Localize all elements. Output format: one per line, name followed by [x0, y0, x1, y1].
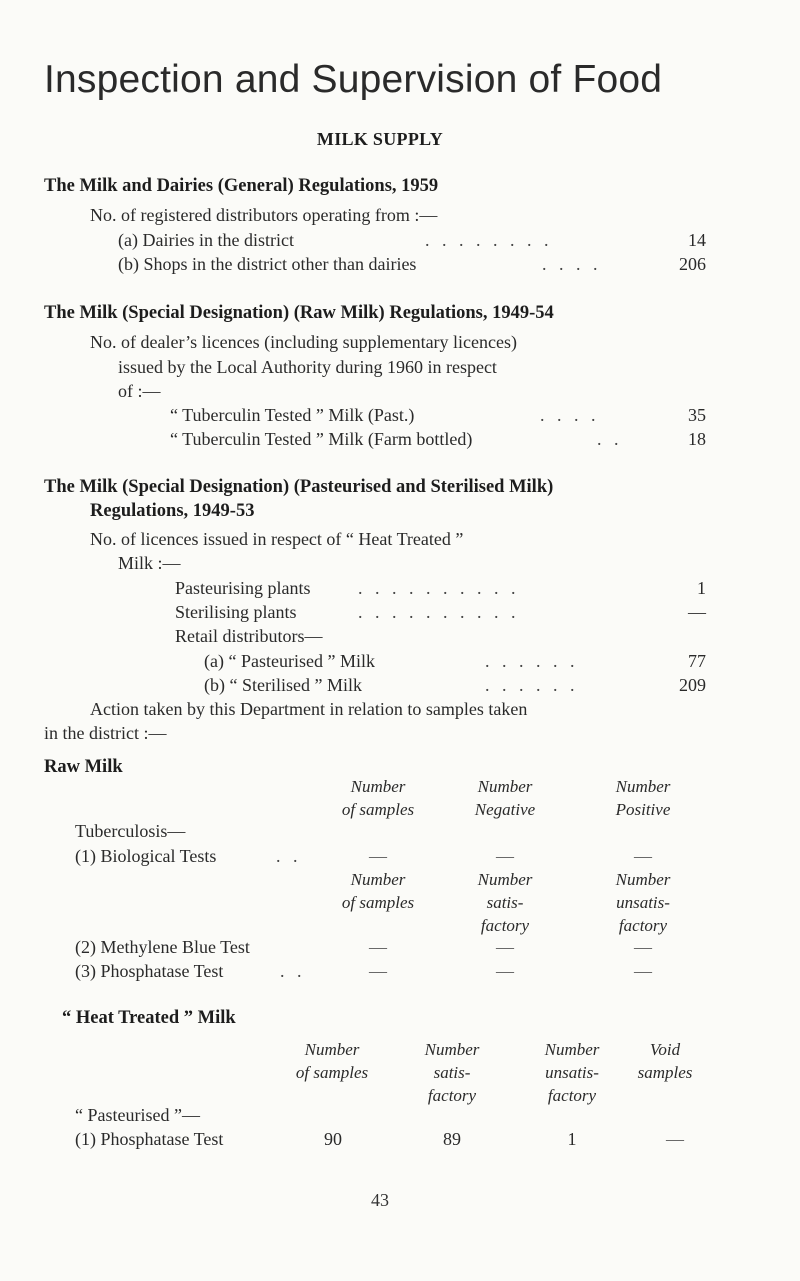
sec3-retail-item-value: 209: [679, 675, 706, 695]
section-subtitle: MILK SUPPLY: [316, 129, 444, 149]
sec3-item-label: Sterilising plants: [175, 602, 297, 622]
sec3-heading-line: The Milk (Special Designation) (Pasteurised and Sterilised Milk): [44, 477, 554, 497]
sec3-item-label: Pasteurising plants: [175, 578, 311, 598]
raw-col-header: Number of samples: [341, 870, 415, 912]
page-number: 43: [371, 1190, 389, 1210]
heat-col-header: Number satis- factory: [424, 1040, 480, 1105]
table-cell: —: [369, 846, 387, 866]
sec1-item-b-dots: . . . .: [542, 254, 602, 274]
heat-treated-heading: “ Heat Treated ” Milk: [62, 1008, 236, 1028]
sec2-item-dots: . . . .: [540, 405, 600, 425]
raw-milk-heading: Raw Milk: [44, 757, 123, 777]
sec3-item-dots: . . . . . . . . . .: [358, 578, 520, 598]
heat-row-label: (1) Phosphatase Test: [75, 1129, 224, 1149]
raw-col-header: Number Negative: [474, 777, 536, 819]
sec3-item-value: —: [688, 602, 706, 622]
sec3-item-value: 1: [697, 578, 706, 598]
sec1-item-a-dots: . . . . . . . .: [425, 230, 553, 250]
raw-row-dots: . .: [276, 846, 302, 866]
raw-row-dots: . .: [280, 961, 306, 981]
sec1-item-a-label: (a) Dairies in the district: [118, 230, 294, 250]
sec1-heading: The Milk and Dairies (General) Regulations, 1959: [44, 176, 439, 196]
table-cell: —: [496, 961, 514, 981]
table-cell: 89: [443, 1129, 461, 1149]
sec1-item-b-value: 206: [679, 254, 706, 274]
heat-col-header: Void samples: [637, 1040, 693, 1082]
sec1-item-b-label: (b) Shops in the district other than dairies: [118, 254, 417, 274]
sec1-item-a-value: 14: [688, 230, 706, 250]
table-cell: —: [496, 846, 514, 866]
sec1-intro: No. of registered distributors operating from :—: [90, 205, 438, 225]
sec3-retail-item-value: 77: [688, 651, 706, 671]
table-cell: —: [634, 961, 652, 981]
sec3-retail-item-dots: . . . . . .: [485, 651, 579, 671]
sec3-intro-line: No. of licences issued in respect of “ Heat Treated ”: [90, 529, 464, 549]
sec3-retail-item-label: (a) “ Pasteurised ” Milk: [204, 651, 375, 671]
heat-col-header: Number unsatis- factory: [544, 1040, 600, 1105]
sec3-item-dots: . . . . . . . . . .: [358, 602, 520, 622]
raw-col-header: Number satis- factory: [477, 870, 533, 935]
sec2-intro-line: of :—: [118, 381, 161, 401]
sec3-retail-item-label: (b) “ Sterilised ” Milk: [204, 675, 362, 695]
sec3-retail-label: Retail distributors—: [175, 626, 323, 646]
sec2-item-label: “ Tuberculin Tested ” Milk (Past.): [170, 405, 415, 425]
page-title: Inspection and Supervision of Food: [44, 58, 663, 101]
raw-row-label: (1) Biological Tests: [75, 846, 217, 866]
sec2-item-value: 35: [688, 405, 706, 425]
table-cell: —: [369, 937, 387, 957]
heat-col-header: Number of samples: [295, 1040, 369, 1082]
sec3-intro-line: Milk :—: [118, 553, 181, 573]
table-cell: 90: [324, 1129, 342, 1149]
sec2-item-dots: . .: [597, 429, 623, 449]
table-cell: —: [666, 1129, 684, 1149]
table-cell: 1: [567, 1129, 577, 1149]
raw-row-label: (3) Phosphatase Test: [75, 961, 224, 981]
table-cell: —: [634, 937, 652, 957]
sec2-item-label: “ Tuberculin Tested ” Milk (Farm bottled): [170, 429, 473, 449]
table-cell: —: [369, 961, 387, 981]
raw-col-header: Number of samples: [341, 777, 415, 819]
table-cell: —: [634, 846, 652, 866]
sec3-action-line: in the district :—: [44, 723, 167, 743]
table-cell: —: [496, 937, 514, 957]
tuberculosis-label: Tuberculosis—: [75, 821, 186, 841]
raw-row-label: (2) Methylene Blue Test: [75, 937, 250, 957]
sec2-heading: The Milk (Special Designation) (Raw Milk) Regulations, 1949-54: [44, 303, 554, 323]
sec3-heading-line: Regulations, 1949-53: [90, 501, 255, 521]
sec2-item-value: 18: [688, 429, 706, 449]
sec3-action-line: Action taken by this Department in relation to samples taken: [90, 699, 528, 719]
raw-col-header: Number unsatis- factory: [615, 870, 671, 935]
sec2-intro-line: No. of dealer’s licences (including supplementary licences): [90, 332, 518, 352]
sec3-retail-item-dots: . . . . . .: [485, 675, 579, 695]
raw-col-header: Number Positive: [615, 777, 671, 819]
sec2-intro-line: issued by the Local Authority during 1960 in respect: [118, 357, 497, 377]
pasteurised-label: “ Pasteurised ”—: [75, 1105, 200, 1125]
